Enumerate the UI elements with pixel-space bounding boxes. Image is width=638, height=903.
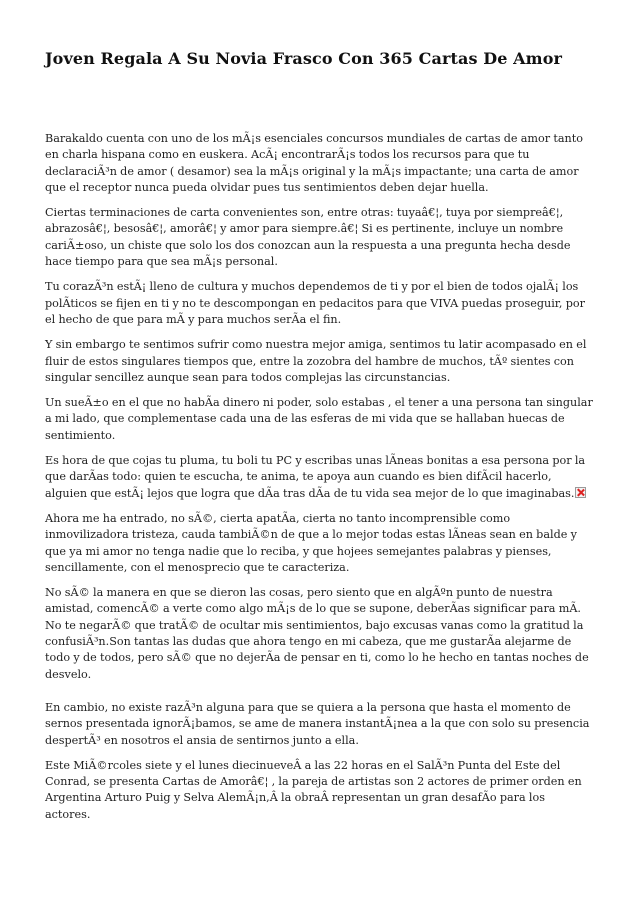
paragraph-1: Barakaldo cuenta con uno de los mÃ¡s esenciales concursos mundiales de cartas de amor tanto en charla hispana como en euskera. AcÃ¡ encontrarÃ¡s todos los recursos para que tu declaraciÃ³n de amor ( desamor) sea la mÃ¡s original y la mÃ¡s impactante; una carta de amor que el receptor nunca pueda olvidar pues tus sentimientos deben dejar huella. xyxy=(45,132,583,194)
document-title: Joven Regala A Su Novia Frasco Con 365 Cartas De Amor xyxy=(45,49,563,68)
paragraph-9: En cambio, no existe razÃ³n alguna para que se quiera a la persona que hasta el momento de sernos presentada ignorÃ¡bamos, se ame de manera instantÃ¡nea a la que con solo su presencia despertÃ³ en nosotros el ansia de sentirnos junto a ella. xyxy=(45,700,590,747)
paragraph-7: Ahora me ha entrado, no sÃ©, cierta apatÃa, cierta no tanto incomprensible como inmovilizadora tristeza, cauda tambiÃ©n de que a lo mejor todas estas lÃneas sean en balde y que ya mi amor no tenga nadie que lo reciba, y que hojees semejantes palabras y pienses, sencillamente, con el menosprecio que te caracteriza. xyxy=(45,511,577,574)
paragraph-3: Tu corazÃ³n estÃ¡ lleno de cultura y muchos dependemos de ti y por el bien de todos ojalÃ¡ los polÃticos se fijen en ti y no te descompongan en pedacitos para que VIVA puedas proseguir, por el hecho de que para mÃ y para muchos serÃa el fin. xyxy=(45,280,585,326)
broken-image-icon xyxy=(575,487,586,498)
paragraph-2: Ciertas terminaciones de carta convenientes son, entre otras: tuyaâ€¦, tuya por siempreâ€¦, abrazosâ€¦, besosâ€¦, amorâ€¦ y amor para siempre.â€¦ Si es pertinente, incluye un nombre cariÃ±oso, un chiste que solo los dos conozcan aun la respuesta a una pregunta hecha desde hace tiempo para que sea mÃ¡s personal. xyxy=(45,206,571,269)
paragraph-6 xyxy=(45,453,593,502)
paragraph-4: Y sin embargo te sentimos sufrir como nuestra mejor amiga, sentimos tu latir acompasado en el fluir de estos singulares tiempos que, entre la zozobra del hambre de muchos, tÃº sientes con singular sencillez aunque sean para todos complejas las circunstancias. xyxy=(45,338,587,384)
document-body xyxy=(45,131,593,832)
paragraph-6-text: Es hora de que cojas tu pluma, tu boli tu PC y escribas unas lÃneas bonitas a esa persona por la que darÃas todo: quien te escucha, te anima, te apoya aun cuando es bien difÃcil hacerlo, alguien que estÃ¡ lejos que logra que dÃa tras dÃa de tu vida sea mejor de lo que imaginabas. xyxy=(45,454,586,500)
paragraph-8: No sÃ© la manera en que se dieron las cosas, pero siento que en algÃºn punto de nuestra amistad, comencÃ© a verte como algo mÃ¡s de lo que se supone, deberÃas significar para mÃ. No te negarÃ© que tratÃ© de ocultar mis sentimientos, bajo excusas vanas como la gratitud la confusiÃ³n.Son tantas las dudas que ahora tengo en mi cabeza, que me gustarÃa alejarme de todo y de todos, pero sÃ© que no dejerÃa de pensar en ti, como lo he hecho en tantas noches de desvelo. xyxy=(45,586,589,681)
document-header xyxy=(45,48,593,70)
paragraph-5: Un sueÃ±o en el que no habÃa dinero ni poder, solo estabas , el tener a una persona tan singular a mi lado, que complementase cada una de las esferas de mi vida que se hallaban huecas de sentimiento. xyxy=(45,396,593,442)
paragraph-10: Este MiÃ©rcoles siete y el lunes diecinueveÂ a las 22 horas en el SalÃ³n Punta del Este del Conrad, se presenta Cartas de Amorâ€¦ , la pareja de artistas son 2 actores de primer orden en Argentina Arturo Puig y Selva AlemÃ¡n,Â la obraÂ representan un gran desafÃo para los actores. xyxy=(45,758,582,821)
